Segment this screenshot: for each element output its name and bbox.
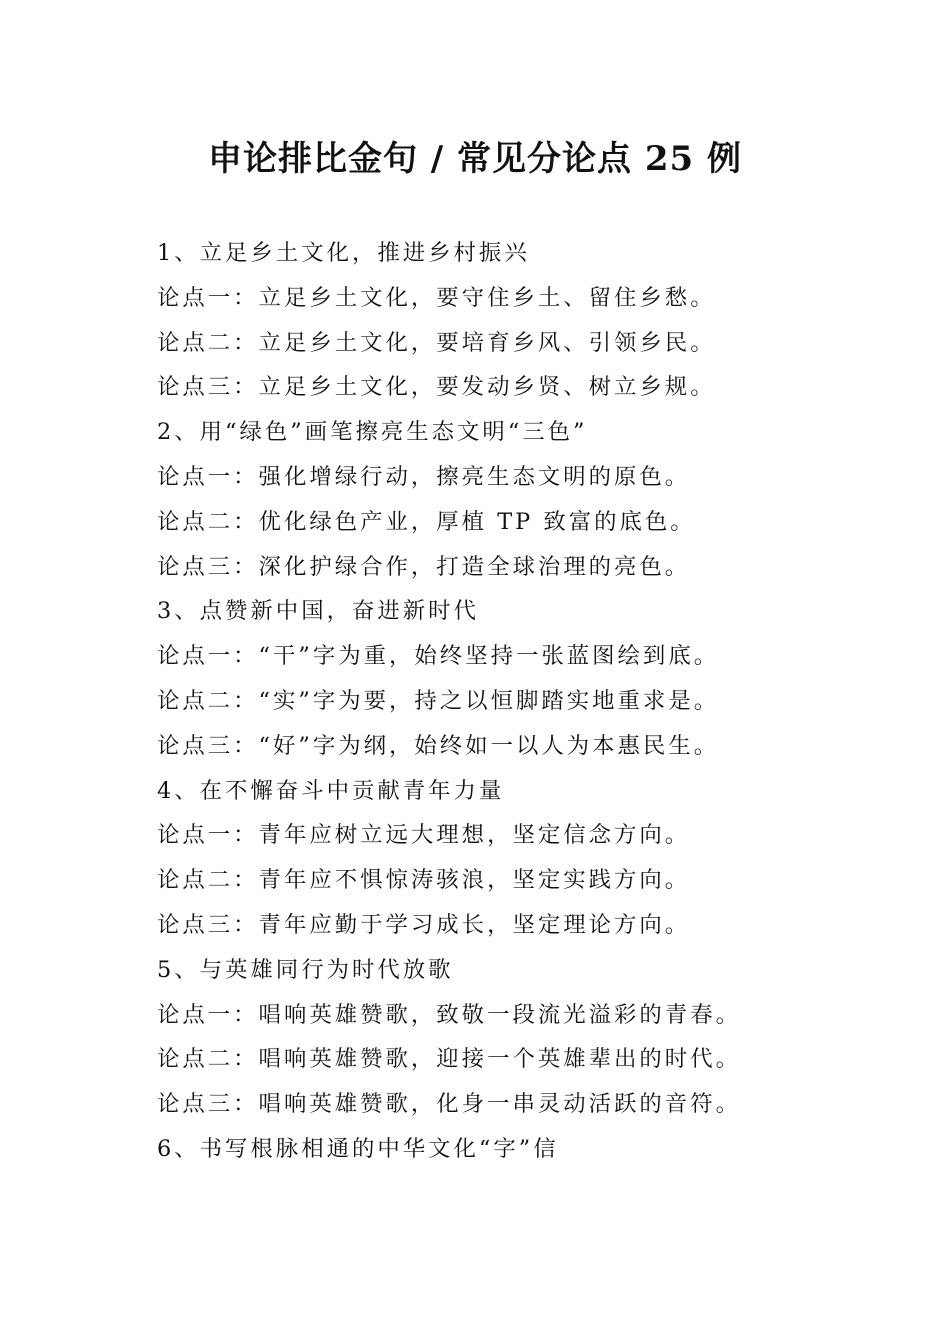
argument-line: 论点一：立足乡土文化，要守住乡土、留住乡愁。 xyxy=(157,284,716,311)
argument-line: 论点二：“实”字为要，持之以恒脚踏实地重求是。 xyxy=(157,687,720,714)
argument-line: 论点三：立足乡土文化，要发动乡贤、树立乡规。 xyxy=(157,374,716,401)
argument-line: 论点一：“干”字为重，始终坚持一张蓝图绘到底。 xyxy=(157,643,720,670)
section-heading: 6、书写根脉相通的中华文化“字”信 xyxy=(157,1135,559,1162)
argument-line: 论点二：唱响英雄赞歌，迎接一个英雄辈出的时代。 xyxy=(157,1046,741,1073)
argument-line: 论点一：强化增绿行动，擦亮生态文明的原色。 xyxy=(157,463,691,490)
argument-line: 论点一：唱响英雄赞歌，致敬一段流光溢彩的青春。 xyxy=(157,1001,741,1028)
section-heading: 5、与英雄同行为时代放歌 xyxy=(157,956,454,983)
section-heading: 3、点赞新中国，奋进新时代 xyxy=(157,598,479,625)
section-heading: 4、在不懈奋斗中贡献青年力量 xyxy=(157,777,505,804)
argument-line: 论点三：青年应勤于学习成长，坚定理论方向。 xyxy=(157,911,691,938)
section-heading: 1、立足乡土文化，推进乡村振兴 xyxy=(157,240,530,266)
section-heading: 2、用“绿色”画笔擦亮生态文明“三色” xyxy=(157,419,588,446)
argument-line: 论点二：立足乡土文化，要培育乡风、引领乡民。 xyxy=(157,329,716,356)
argument-line: 论点三：“好”字为纲，始终如一以人为本惠民生。 xyxy=(157,732,720,759)
argument-line: 论点一：青年应树立远大理想，坚定信念方向。 xyxy=(157,822,691,849)
argument-line: 论点三：深化护绿合作，打造全球治理的亮色。 xyxy=(157,553,691,580)
argument-line: 论点二：青年应不惧惊涛骇浪，坚定实践方向。 xyxy=(157,867,691,894)
argument-line: 论点二：优化绿色产业，厚植 TP 致富的底色。 xyxy=(157,508,696,535)
document-body xyxy=(157,231,917,1172)
argument-line: 论点三：唱响英雄赞歌，化身一串灵动活跃的音符。 xyxy=(157,1091,741,1118)
document-title: 申论排比金句 / 常见分论点 25 例 xyxy=(207,139,743,179)
